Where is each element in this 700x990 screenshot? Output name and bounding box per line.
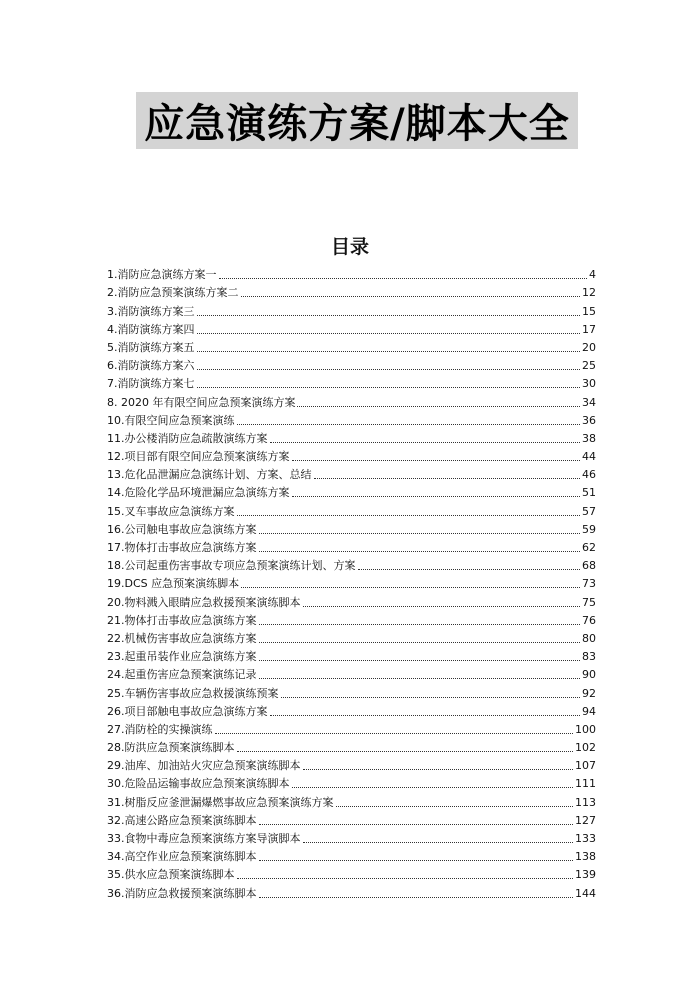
toc-dot-leader [197,333,581,334]
document-title: 应急演练方案/脚本大全 [144,101,570,147]
document-title-banner [136,92,578,149]
toc-entry[interactable] [107,663,596,681]
toc-dot-leader [259,642,581,643]
toc-entry-label[interactable]: 6.消防演练方案六 [107,359,195,373]
toc-entry-page-number[interactable]: 36 [582,413,596,427]
toc-entry[interactable] [107,681,596,699]
toc-entry[interactable] [107,390,596,408]
toc-entry[interactable] [107,354,596,372]
toc-dot-leader [303,769,574,770]
toc-entry-page-number[interactable]: 20 [582,340,596,354]
toc-entry[interactable] [107,754,596,772]
toc-dot-leader [219,278,588,279]
toc-entry[interactable] [107,409,596,427]
toc-dot-leader [303,606,581,607]
toc-entry[interactable] [107,518,596,536]
toc-dot-leader [259,624,581,625]
toc-dot-leader [259,678,581,679]
toc-entry[interactable] [107,336,596,354]
toc-entry-label[interactable]: 1.消防应急演练方案一 [107,268,217,282]
toc-entry-page-number[interactable]: 139 [575,868,596,882]
toc-entry[interactable] [107,299,596,317]
toc-entry-label[interactable]: 23.起重吊装作业应急演练方案 [107,650,257,664]
toc-entry-page-number[interactable]: 46 [582,468,596,482]
toc-dot-leader [259,551,581,552]
toc-entry-label[interactable]: 32.高速公路应急预案演练脚本 [107,813,257,827]
toc-entry-label[interactable]: 11.办公楼消防应急疏散演练方案 [107,431,268,445]
toc-entry-label[interactable]: 35.供水应急预案演练脚本 [107,868,235,882]
toc-dot-leader [281,697,581,698]
toc-entry-label[interactable]: 18.公司起重伤害事故专项应急预案演练计划、方案 [107,559,356,573]
toc-entry-page-number[interactable]: 68 [582,559,596,573]
toc-entry[interactable] [107,790,596,808]
toc-entry-page-number[interactable]: 80 [582,631,596,645]
toc-dot-leader [215,733,574,734]
toc-entry[interactable] [107,645,596,663]
toc-dot-leader [259,824,574,825]
toc-entry-page-number[interactable]: 107 [575,759,596,773]
toc-entry-page-number[interactable]: 92 [582,686,596,700]
toc-entry-label[interactable]: 7.消防演练方案七 [107,377,195,391]
toc-entry[interactable] [107,590,596,608]
toc-entry-page-number[interactable]: 59 [582,522,596,536]
toc-dot-leader [259,860,574,861]
toc-entry-page-number[interactable]: 30 [582,377,596,391]
toc-dot-leader [292,496,581,497]
toc-entry-page-number[interactable]: 34 [582,395,596,409]
toc-dot-leader [292,460,581,461]
toc-entry-label[interactable]: 26.项目部触电事故应急演练方案 [107,704,268,718]
toc-entry-label[interactable]: 28.防洪应急预案演练脚本 [107,741,235,755]
toc-entry-page-number[interactable]: 90 [582,668,596,682]
toc-entry[interactable] [107,845,596,863]
toc-entry[interactable] [107,445,596,463]
toc-dot-leader [197,351,581,352]
toc-entry-label[interactable]: 17.物体打击事故应急演练方案 [107,541,257,554]
toc-dot-leader [241,587,580,588]
toc-dot-leader [259,533,581,534]
toc-entry[interactable] [107,718,596,736]
toc-heading: 目录 [330,236,369,258]
toc-entry-label[interactable]: 20.物料溅入眼睛应急救援预案演练脚本 [107,595,301,609]
toc-dot-leader [237,751,574,752]
toc-entry-label[interactable]: 13.危化品泄漏应急演练计划、方案、总结 [107,468,312,482]
toc-entry-page-number[interactable]: 15 [582,304,596,318]
toc-entry[interactable] [107,263,596,281]
toc-dot-leader [237,878,574,879]
toc-entry[interactable] [107,554,596,572]
toc-entry-label[interactable]: 12.项目部有限空间应急预案演练方案 [107,450,290,464]
toc-dot-leader [297,406,580,407]
toc-entry[interactable] [107,281,596,299]
toc-dot-leader [270,442,581,443]
toc-entry-page-number[interactable]: 25 [582,359,596,373]
toc-entry-page-number[interactable]: 94 [582,704,596,718]
toc-entry-label[interactable]: 29.油库、加油站火灾应急预案演练脚本 [107,759,301,773]
toc-entry-label[interactable]: 36.消防应急救援预案演练脚本 [107,886,257,900]
toc-entry[interactable] [107,372,596,390]
toc-entry-label[interactable]: 19.DCS 应急预案演练脚本 [107,577,240,591]
toc-entry-page-number[interactable]: 83 [582,650,596,664]
toc-entry[interactable] [107,609,596,627]
toc-entry-label[interactable]: 34.高空作业应急预案演练脚本 [107,850,257,864]
toc-dot-leader [197,369,581,370]
toc-dot-leader [303,842,574,843]
toc-dot-leader [197,387,581,388]
toc-entry-page-number[interactable]: 44 [582,450,596,464]
toc-entry[interactable] [107,427,596,445]
toc-entry-label[interactable]: 16.公司触电事故应急演练方案 [107,522,257,536]
toc-entry-page-number[interactable]: 127 [575,813,596,827]
toc-dot-leader [358,569,581,570]
toc-entry[interactable] [107,536,596,554]
toc-entry-label[interactable]: 2.消防应急预案演练方案二 [107,286,239,300]
toc-entry-page-number[interactable]: 76 [582,613,596,627]
toc-list [107,263,596,900]
toc-entry[interactable] [107,736,596,754]
toc-dot-leader [237,424,581,425]
toc-entry[interactable] [107,481,596,499]
toc-entry-page-number[interactable]: 100 [575,722,596,736]
toc-dot-leader [259,660,581,661]
toc-entry[interactable] [107,627,596,645]
toc-entry-label[interactable]: 5.消防演练方案五 [107,340,195,354]
toc-dot-leader [237,515,581,516]
toc-entry-label[interactable]: 30.危险品运输事故应急预案演练脚本 [107,777,290,791]
toc-entry-label[interactable]: 31.树脂反应釜泄漏爆燃事故应急预案演练方案 [107,795,334,809]
toc-entry-page-number[interactable]: 62 [582,541,596,554]
toc-entry[interactable] [107,463,596,481]
toc-dot-leader [336,806,574,807]
toc-entry[interactable] [107,827,596,845]
toc-dot-leader [259,897,574,898]
toc-entry-label[interactable]: 3.消防演练方案三 [107,304,195,318]
toc-entry-page-number[interactable]: 133 [575,832,596,845]
toc-dot-leader [270,715,581,716]
toc-entry-label[interactable]: 22.机械伤害事故应急演练方案 [107,631,257,645]
toc-entry-label[interactable]: 25.车辆伤害事故应急救援演练预案 [107,686,279,700]
toc-entry[interactable] [107,499,596,517]
toc-entry-page-number[interactable]: 38 [582,431,596,445]
toc-entry-page-number[interactable]: 144 [575,886,596,900]
toc-entry-page-number[interactable]: 51 [582,486,596,500]
toc-entry-page-number[interactable]: 57 [582,504,596,518]
toc-entry[interactable] [107,809,596,827]
toc-entry-label[interactable]: 33.食物中毒应急预案演练方案导演脚本 [107,832,301,845]
toc-entry-label[interactable]: 10.有限空间应急预案演练 [107,413,235,427]
toc-entry-label[interactable]: 15.叉车事故应急演练方案 [107,504,235,518]
toc-entry-label[interactable]: 4.消防演练方案四 [107,322,195,336]
toc-entry-label[interactable]: 21.物体打击事故应急演练方案 [107,613,257,627]
toc-entry[interactable] [107,881,596,899]
toc-entry-page-number[interactable]: 75 [582,595,596,609]
toc-entry[interactable] [107,318,596,336]
toc-entry[interactable] [107,863,596,881]
toc-entry-label[interactable]: 8. 2020 年有限空间应急预案演练方案 [107,395,296,409]
toc-entry-label[interactable]: 27.消防栓的实操演练 [107,722,213,736]
toc-entry-page-number[interactable]: 12 [582,286,596,300]
toc-entry-page-number[interactable]: 73 [582,577,596,591]
toc-entry-label[interactable]: 24.起重伤害应急预案演练记录 [107,668,257,682]
toc-dot-leader [241,296,581,297]
toc-entry-page-number[interactable]: 138 [575,850,596,864]
toc-entry-page-number[interactable]: 4 [589,268,596,282]
toc-entry-page-number[interactable]: 17 [582,322,596,336]
toc-entry[interactable] [107,700,596,718]
toc-entry-page-number[interactable]: 111 [575,777,596,791]
toc-dot-leader [292,787,574,788]
toc-entry-page-number[interactable]: 113 [575,795,596,809]
toc-dot-leader [197,315,581,316]
toc-dot-leader [314,478,581,479]
toc-entry[interactable] [107,572,596,590]
toc-entry-page-number[interactable]: 102 [575,741,596,755]
toc-entry-label[interactable]: 14.危险化学品环境泄漏应急演练方案 [107,486,290,500]
toc-entry[interactable] [107,772,596,790]
